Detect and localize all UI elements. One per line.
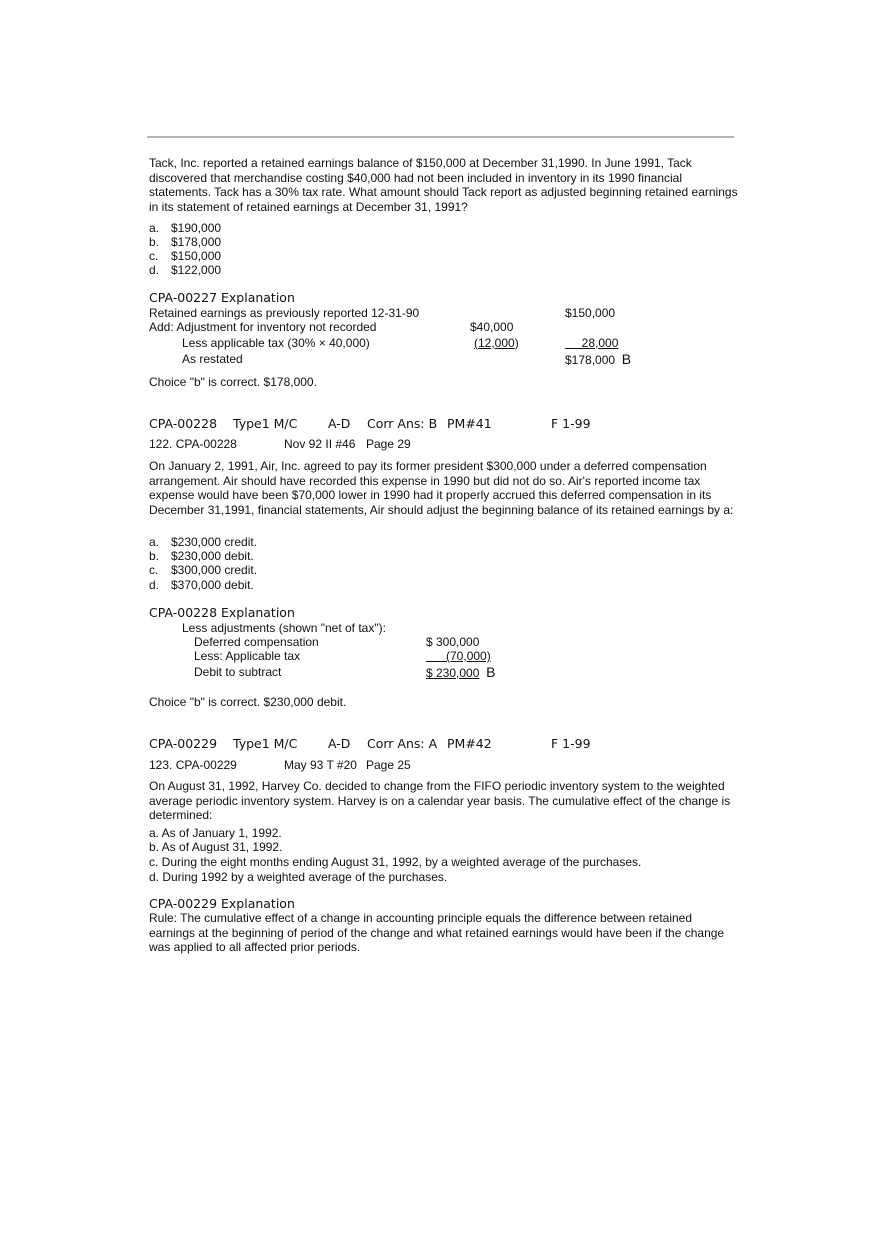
choice-227-d: d. $122,000 (149, 263, 222, 277)
question-228-text: On January 2, 1991, Air, Inc. agreed to pay its former president $300,000 under a deferred compensation arrangement. Air should have recorded this expense in 1990 but did not do so. Air's reported income tax expense would have been $70,000 lower in 1990 had it properly accrued this deferred compensation in its December 31,1991, financial statements, Air should adjust the beginning balance of its retained earnings by a: (149, 459, 734, 517)
choice-229-d: d. During 1992 by a weighted average of the purchases. (149, 870, 448, 884)
exp-228-row1-value: $ 300,000 (426, 635, 480, 649)
choice-227-a: a. $190,000 (149, 221, 222, 235)
exp-228-row3-label: Debit to subtract (194, 665, 282, 679)
exp-227-row2-label: Add: Adjustment for inventory not recorded (149, 320, 377, 334)
exp-227-row3-total: 28,000 (581, 336, 619, 350)
exp-227-row3-value: (12,000) (474, 336, 519, 350)
exp-227-row4-label: As restated (182, 352, 243, 366)
choice-228-c: c. $300,000 credit. (149, 563, 258, 577)
answer-letter-227: B (621, 351, 632, 367)
choice-227-c: c. $150,000 (149, 249, 222, 263)
exp-228-row1-label: Deferred compensation (194, 635, 319, 649)
question-228-header: CPA-00228 Type1 M/C A-D Corr Ans: B PM#41 F 1-99 (149, 416, 591, 431)
explanation-227-header: CPA-00227 Explanation (149, 290, 295, 305)
choice-228-a: a. $230,000 credit. (149, 535, 258, 549)
question-229-header: CPA-00229 Type1 M/C A-D Corr Ans: A PM#42 F 1-99 (149, 736, 591, 751)
explanation-228-header: CPA-00228 Explanation (149, 605, 295, 620)
exp-227-row1-total: $150,000 (565, 306, 616, 320)
exp-228-intro: Less adjustments (shown "net of tax"): (182, 621, 386, 635)
correct-choice-228: Choice "b" is correct. $230,000 debit. (149, 695, 347, 709)
exp-227-row1-label: Retained earnings as previously reported 12-31-90 (149, 306, 420, 320)
exp-228-row2-label: Less: Applicable tax (194, 649, 301, 663)
choice-229-b: b. As of August 31, 1992. (149, 840, 283, 854)
exp-227-row2-value: $40,000 (470, 320, 514, 334)
choice-228-b: b. $230,000 debit. (149, 549, 254, 563)
question-228-reference: 122. CPA-00228 Nov 92 II #46 Page 29 (149, 437, 411, 451)
exp-228-row2-value: (70,000) (446, 649, 491, 663)
question-229-text: On August 31, 1992, Harvey Co. decided to change from the FIFO periodic inventory system to the weighted average periodic inventory system. Harvey is on a calendar year basis. The cumulative effect of the change is determined: (149, 779, 731, 822)
choice-229-a: a. As of January 1, 1992. (149, 826, 282, 840)
explanation-229-header: CPA-00229 Explanation (149, 896, 295, 911)
choice-229-c: c. During the eight months ending August 31, 1992, by a weighted average of the purchases. (149, 855, 642, 869)
explanation-229-rule: Rule: The cumulative effect of a change in accounting principle equals the difference between retained earnings at the beginning of period of the change and what retained earnings would have been if the change was applied to all affected prior periods. (149, 911, 725, 954)
choice-228-d: d. $370,000 debit. (149, 578, 254, 592)
choice-227-b: b. $178,000 (149, 235, 222, 249)
question-227-text: Tack, Inc. reported a retained earnings balance of $150,000 at December 31,1990. In June 1991, Tack discovered that merchandise costing $40,000 had not been included in inventory in its 1990 financial statements. Tack has a 30% tax rate. What amount should Tack report as adjusted beginning retained earnings in its statement of retained earnings at December 31, 1991? (149, 156, 738, 214)
answer-letter-228: B (486, 664, 496, 680)
exp-227-row4-total: $178,000 B (565, 351, 632, 367)
top-rule (147, 136, 734, 138)
exp-228-row3-value: $ 230,000 B (426, 664, 496, 680)
exp-227-row3-label: Less applicable tax (30% × 40,000) (182, 336, 370, 350)
correct-choice-227: Choice "b" is correct. $178,000. (149, 375, 317, 389)
question-229-reference: 123. CPA-00229 May 93 T #20 Page 25 (149, 758, 411, 772)
